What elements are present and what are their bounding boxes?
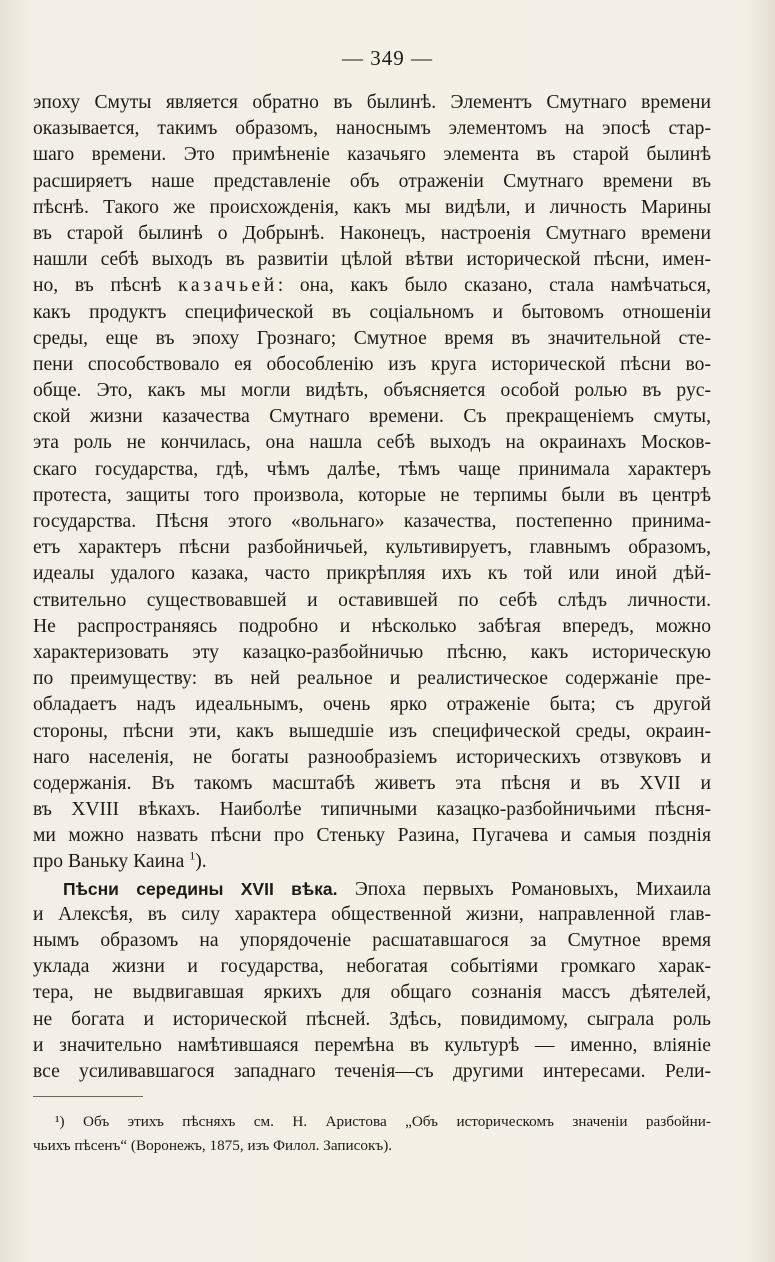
text-line: эта роль не кончилась, она нашла себѣ выходъ на окраинахъ Москов- [33, 432, 711, 454]
line-tail: ). [195, 851, 207, 873]
text-line: наго населенія, не богаты разнообразіемъ историческихъ отзвуковъ и [33, 746, 711, 768]
text-line: въ XVIII вѣкахъ. Наиболѣе типичными казацко-разбойничьими пѣсня- [33, 799, 711, 821]
text-line: ской жизни казачества Смутнаго времени. Съ прекращеніемъ смуты, [33, 406, 711, 428]
text-line: протеста, защиты того произвола, которые не терпимы были въ центрѣ [33, 484, 711, 506]
spaced-word: казачьей [178, 275, 278, 297]
section-line: все усиливавшагося западнаго теченія—съ другими интересами. Рели- [33, 1060, 711, 1082]
text-line-last [33, 849, 711, 875]
text-line: ми можно назвать пѣсни про Стеньку Разина, Пугачева и самыя позднія [33, 825, 711, 847]
section-line: уклада жизни и государства, небогатая событіями громкаго харак- [33, 956, 711, 978]
text-line: расширяетъ наше представленіе объ отраженіи Смутнаго времени въ [33, 170, 711, 192]
text-line: государства. Пѣсня этого «вольнаго» казачества, постепенно принима- [33, 511, 711, 532]
text-line: шаго времени. Это примѣненіе казачьяго элемента въ старой былинѣ [33, 144, 711, 166]
section-line: и Алексѣя, въ силу характера общественной жизни, направленной глав- [33, 903, 711, 925]
footnote-reference[interactable]: 1 [189, 849, 196, 863]
footnote [33, 1110, 711, 1158]
section-line: тера, не выдвигавшая яркихъ для общаго сознанія массъ дѣятелей, [33, 982, 711, 1004]
text-line: пени способствовало ея обособленію изъ круга исторической пѣсни во- [33, 353, 711, 375]
main-text [33, 90, 711, 1085]
text-line: обще. Это, какъ мы могли видѣть, объясняется особой ролью въ рус- [33, 380, 711, 402]
footnote-marker: ¹) [55, 1113, 65, 1130]
text-line: оказывается, такимъ образомъ, наноснымъ элементомъ на эпосѣ стар- [33, 118, 711, 140]
text-line: по преимуществу: въ ней реальное и реалистическое содержаніе пре- [33, 668, 711, 690]
section-line: не богата и исторической пѣсней. Здѣсь, повидимому, сыграла роль [33, 1008, 711, 1030]
text-line: етъ характеръ пѣсни разбойничьей, культивируетъ, главнымъ образомъ, [33, 537, 711, 559]
section-line: нымъ образомъ на упорядоченіе расшатавшагося за Смутное время [33, 930, 711, 951]
section-line: и значительно намѣтившаяся перемѣна въ культурѣ — именно, вліяніе [33, 1034, 711, 1056]
text-line: идеалы удалого казака, часто прикрѣпляя ихъ къ той или иной дѣй- [33, 563, 711, 585]
text-line: эпоху Смуты является обратно въ былинѣ. Элементъ Смутнаго времени [33, 92, 711, 113]
section-first-line [33, 876, 711, 902]
footnote-line: чьихъ пѣсенъ“ (Воронежъ, 1875, изъ Филол. Записокъ). [33, 1137, 393, 1154]
footnote-text: Объ этихъ пѣсняхъ см. Н. Аристова „Объ историческомъ значеніи разбойни- [64, 1113, 711, 1130]
line-prefix: но, въ пѣснѣ [33, 275, 179, 297]
text-line: характеризовать эту казацко-разбойничью пѣсню, какъ историческую [33, 641, 711, 663]
text-line: какъ продуктъ специфической въ соціальномъ и бытовомъ отношеніи [33, 301, 711, 323]
text-line: скаго государства, гдѣ, чѣмъ далѣе, тѣмъ чаще принимала характеръ [33, 458, 711, 480]
line-text: про Ваньку Каина [33, 851, 185, 873]
footnote-divider [33, 1096, 143, 1097]
section-heading: Пѣсни середины XVII вѣка. [63, 878, 338, 899]
footnote-line [33, 1110, 711, 1134]
text-line: пѣснѣ. Такого же происхожденія, какъ мы видѣли, и личность Марины [33, 196, 711, 218]
text-line: ствительно существовавшей и оставившей по себѣ слѣдъ личности. [33, 589, 711, 611]
text-line-spaced [33, 273, 711, 299]
text-line: обладаетъ надъ идеальнымъ, очень ярко отраженіе быта; съ другой [33, 694, 711, 716]
section-line: Эпоха первыхъ Романовыхъ, Михаила [337, 878, 711, 900]
text-line: въ старой былинѣ о Добрынѣ. Наконецъ, настроенія Смутнаго времени [33, 222, 711, 244]
page-number: — 349 — [342, 46, 433, 70]
text-line: среды, еще въ эпоху Грознаго; Смутное время въ значительной сте- [33, 327, 711, 349]
text-line: содержанія. Въ такомъ масштабѣ живетъ эта пѣсня и въ XVII и [33, 772, 711, 794]
line-suffix: : она, какъ было сказано, стала намѣчаться, [277, 275, 711, 297]
text-line: Не распространяясь подробно и нѣсколько забѣгая впередъ, можно [33, 615, 711, 637]
text-line: стороны, пѣсни эти, какъ вышедшіе изъ специфической среды, окраин- [33, 720, 711, 742]
text-line: нашли себѣ выходъ въ развитіи цѣлой вѣтви исторической пѣсни, имен- [33, 249, 711, 271]
